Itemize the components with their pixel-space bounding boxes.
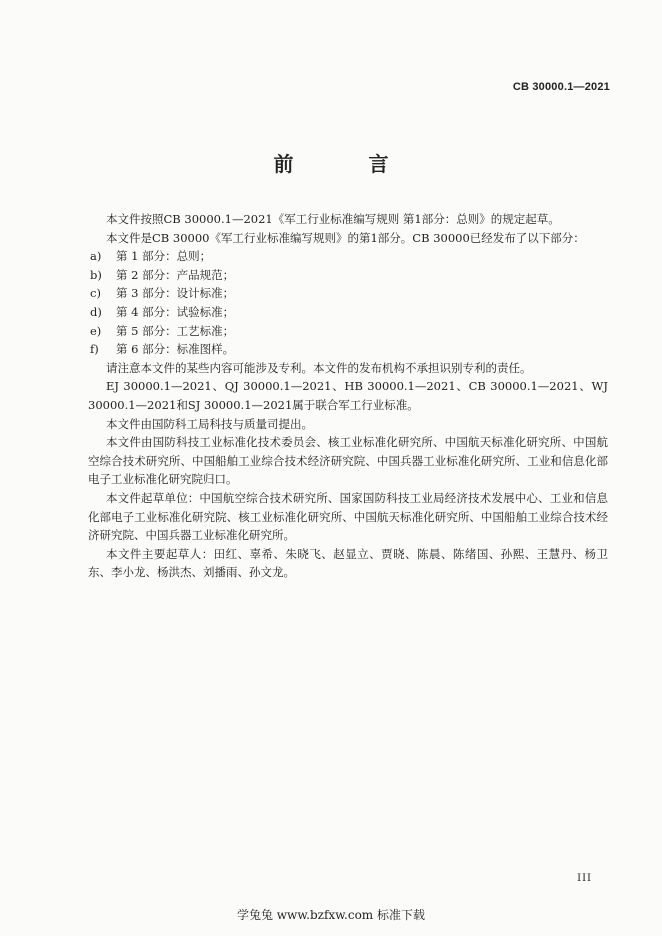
list-item [88,284,608,303]
list-item [88,247,608,266]
list-text: 第 1 部分：总则； [116,249,212,264]
list-text: 第 3 部分：设计标准； [116,286,235,301]
list-text: 第 6 部分：标准图样。 [116,342,235,357]
footer-watermark: 学兔兔 www.bzfxw.com 标准下载 [236,908,426,922]
list-marker: f) [90,342,99,357]
page-number: III [577,873,592,884]
list-marker: b) [90,267,102,282]
paragraph: 本文件按照CB 30000.1—2021《军工行业标准编写规则 第1部分：总则》的规定起草。 [106,212,560,226]
paragraph: 请注意本文件的某些内容可能涉及专利。本文件的发布机构不承担识别专利的责任。 [106,360,532,375]
paragraph: EJ 30000.1—2021、QJ 30000.1—2021、HB 30000.1—2021、CB 30000.1—2021、WJ 30000.1—2021和SJ 30000.1—2021属于联合军工行业标准。 [88,379,608,412]
list-marker: c) [90,286,101,301]
list-marker: d) [90,304,102,319]
list-text: 第 4 部分：试验标准； [116,304,235,319]
foreword-body [88,210,608,582]
list-marker: a) [90,249,102,264]
page-title: 前 言 [273,152,423,176]
list-marker: e) [90,323,102,338]
paragraph: 本文件主要起草人：田红、辜希、朱晓飞、赵显立、贾晓、陈晨、陈绪国、孙熙、王慧丹、杨卫东、李小龙、杨洪杰、刘播雨、孙文龙。 [88,546,608,580]
list-item [88,266,608,285]
list-text: 第 5 部分：工艺标准； [116,323,235,338]
list-item [88,303,608,322]
paragraph: 本文件由国防科技工业标准化技术委员会、核工业标准化研究所、中国航天标准化研究所、中国航空综合技术研究所、中国船舶工业综合技术经济研究院、中国兵器工业标准化研究所、工业和信息化部电子工业标准化研究院归口。 [88,435,608,487]
list-item [88,322,608,341]
paragraph: 本文件是CB 30000《军工行业标准编写规则》的第1部分。CB 30000已经发布了以下部分： [106,230,585,245]
paragraph: 本文件起草单位：中国航空综合技术研究所、国家国防科技工业局经济技术发展中心、工业和信息化部电子工业标准化研究院、核工业标准化研究所、中国航天标准化研究所、中国船舶工业综合技术经济研究院、中国兵器工业标准化研究所。 [88,490,608,543]
paragraph: 本文件由国防科工局科技与质量司提出。 [106,416,313,431]
list-text: 第 2 部分：产品规范； [116,267,235,282]
list-item [88,340,608,359]
document-code: CB 30000.1—2021 [512,81,610,93]
